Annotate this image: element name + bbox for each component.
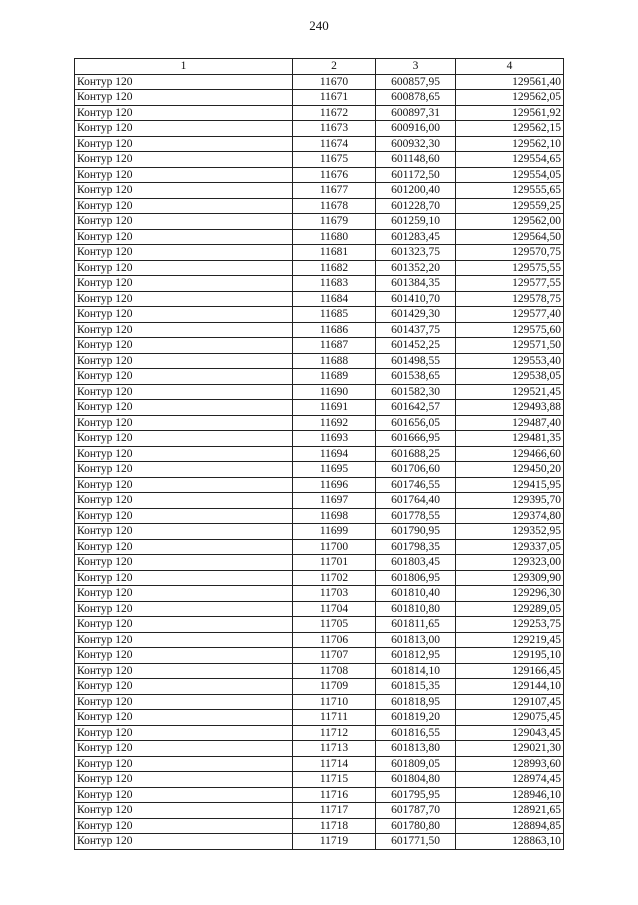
x-coordinate-cell: 601283,45	[376, 229, 456, 245]
x-coordinate-cell: 600897,31	[376, 105, 456, 121]
x-coordinate-cell: 601798,35	[376, 539, 456, 555]
contour-name-cell: Контур 120	[75, 431, 293, 447]
table-row	[75, 229, 564, 245]
point-number-cell: 11687	[293, 338, 376, 354]
y-coordinate-cell: 129481,35	[456, 431, 564, 447]
contour-name-cell: Контур 120	[75, 648, 293, 664]
x-coordinate-cell: 601656,05	[376, 415, 456, 431]
table-row	[75, 632, 564, 648]
table-row	[75, 446, 564, 462]
table-row	[75, 245, 564, 261]
table-row	[75, 648, 564, 664]
contour-name-cell: Контур 120	[75, 198, 293, 214]
table-row	[75, 105, 564, 121]
point-number-cell: 11716	[293, 787, 376, 803]
y-coordinate-cell: 129578,75	[456, 291, 564, 307]
point-number-cell: 11704	[293, 601, 376, 617]
table-row	[75, 818, 564, 834]
y-coordinate-cell: 129562,10	[456, 136, 564, 152]
y-coordinate-cell: 129577,40	[456, 307, 564, 323]
x-coordinate-cell: 601795,95	[376, 787, 456, 803]
contour-name-cell: Контур 120	[75, 121, 293, 137]
y-coordinate-cell: 129374,80	[456, 508, 564, 524]
x-coordinate-cell: 601816,55	[376, 725, 456, 741]
x-coordinate-cell: 600916,00	[376, 121, 456, 137]
y-coordinate-cell: 129562,15	[456, 121, 564, 137]
contour-name-cell: Контур 120	[75, 322, 293, 338]
y-coordinate-cell: 129521,45	[456, 384, 564, 400]
table-row	[75, 741, 564, 757]
point-number-cell: 11714	[293, 756, 376, 772]
table-row	[75, 415, 564, 431]
point-number-cell: 11690	[293, 384, 376, 400]
contour-name-cell: Контур 120	[75, 229, 293, 245]
point-number-cell: 11693	[293, 431, 376, 447]
table-row	[75, 679, 564, 695]
table-row	[75, 601, 564, 617]
table-row	[75, 167, 564, 183]
x-coordinate-cell: 601804,80	[376, 772, 456, 788]
y-coordinate-cell: 129166,45	[456, 663, 564, 679]
table-row	[75, 803, 564, 819]
y-coordinate-cell: 129309,90	[456, 570, 564, 586]
contour-name-cell: Контур 120	[75, 818, 293, 834]
point-number-cell: 11705	[293, 617, 376, 633]
x-coordinate-cell: 601780,80	[376, 818, 456, 834]
x-coordinate-cell: 601228,70	[376, 198, 456, 214]
x-coordinate-cell: 601429,30	[376, 307, 456, 323]
contour-name-cell: Контур 120	[75, 291, 293, 307]
y-coordinate-cell: 129415,95	[456, 477, 564, 493]
point-number-cell: 11681	[293, 245, 376, 261]
point-number-cell: 11679	[293, 214, 376, 230]
contour-name-cell: Контур 120	[75, 756, 293, 772]
y-coordinate-cell: 128894,85	[456, 818, 564, 834]
contour-name-cell: Контур 120	[75, 245, 293, 261]
point-number-cell: 11711	[293, 710, 376, 726]
table-row	[75, 834, 564, 850]
y-coordinate-cell: 129487,40	[456, 415, 564, 431]
contour-name-cell: Контур 120	[75, 152, 293, 168]
contour-name-cell: Контур 120	[75, 632, 293, 648]
point-number-cell: 11712	[293, 725, 376, 741]
contour-name-cell: Контур 120	[75, 679, 293, 695]
table-row	[75, 508, 564, 524]
y-coordinate-cell: 129021,30	[456, 741, 564, 757]
x-coordinate-cell: 601706,60	[376, 462, 456, 478]
x-coordinate-cell: 601806,95	[376, 570, 456, 586]
contour-name-cell: Контур 120	[75, 539, 293, 555]
contour-name-cell: Контур 120	[75, 384, 293, 400]
point-number-cell: 11700	[293, 539, 376, 555]
x-coordinate-cell: 601771,50	[376, 834, 456, 850]
table-row	[75, 307, 564, 323]
x-coordinate-cell: 601582,30	[376, 384, 456, 400]
table-row	[75, 276, 564, 292]
point-number-cell: 11677	[293, 183, 376, 199]
point-number-cell: 11707	[293, 648, 376, 664]
x-coordinate-cell: 601148,60	[376, 152, 456, 168]
table-row	[75, 710, 564, 726]
contour-name-cell: Контур 120	[75, 524, 293, 540]
contour-name-cell: Контур 120	[75, 477, 293, 493]
point-number-cell: 11710	[293, 694, 376, 710]
y-coordinate-cell: 129561,92	[456, 105, 564, 121]
table-row	[75, 353, 564, 369]
y-coordinate-cell: 129575,60	[456, 322, 564, 338]
point-number-cell: 11680	[293, 229, 376, 245]
column-header-1: 1	[75, 59, 293, 75]
x-coordinate-cell: 601778,55	[376, 508, 456, 524]
table-row	[75, 214, 564, 230]
contour-name-cell: Контур 120	[75, 601, 293, 617]
y-coordinate-cell: 128946,10	[456, 787, 564, 803]
point-number-cell: 11719	[293, 834, 376, 850]
table-row	[75, 369, 564, 385]
x-coordinate-cell: 601259,10	[376, 214, 456, 230]
x-coordinate-cell: 601642,57	[376, 400, 456, 416]
point-number-cell: 11694	[293, 446, 376, 462]
contour-name-cell: Контур 120	[75, 694, 293, 710]
table-row	[75, 183, 564, 199]
table-row	[75, 555, 564, 571]
point-number-cell: 11671	[293, 90, 376, 106]
point-number-cell: 11686	[293, 322, 376, 338]
y-coordinate-cell: 129395,70	[456, 493, 564, 509]
point-number-cell: 11695	[293, 462, 376, 478]
y-coordinate-cell: 129253,75	[456, 617, 564, 633]
y-coordinate-cell: 129553,40	[456, 353, 564, 369]
contour-name-cell: Контур 120	[75, 493, 293, 509]
point-number-cell: 11709	[293, 679, 376, 695]
contour-name-cell: Контур 120	[75, 725, 293, 741]
x-coordinate-cell: 601803,45	[376, 555, 456, 571]
x-coordinate-cell: 601746,55	[376, 477, 456, 493]
x-coordinate-cell: 601764,40	[376, 493, 456, 509]
table-row	[75, 322, 564, 338]
y-coordinate-cell: 129554,05	[456, 167, 564, 183]
contour-name-cell: Контур 120	[75, 710, 293, 726]
point-number-cell: 11676	[293, 167, 376, 183]
y-coordinate-cell: 129555,65	[456, 183, 564, 199]
point-number-cell: 11698	[293, 508, 376, 524]
y-coordinate-cell: 129144,10	[456, 679, 564, 695]
table-row	[75, 493, 564, 509]
contour-name-cell: Контур 120	[75, 214, 293, 230]
table-body	[75, 74, 564, 849]
x-coordinate-cell: 601813,00	[376, 632, 456, 648]
table-row	[75, 384, 564, 400]
contour-name-cell: Контур 120	[75, 369, 293, 385]
x-coordinate-cell: 600932,30	[376, 136, 456, 152]
contour-name-cell: Контур 120	[75, 74, 293, 90]
point-number-cell: 11696	[293, 477, 376, 493]
y-coordinate-cell: 128974,45	[456, 772, 564, 788]
contour-name-cell: Контур 120	[75, 772, 293, 788]
table-row	[75, 524, 564, 540]
table-row	[75, 338, 564, 354]
y-coordinate-cell: 129466,60	[456, 446, 564, 462]
contour-name-cell: Контур 120	[75, 260, 293, 276]
contour-name-cell: Контур 120	[75, 276, 293, 292]
x-coordinate-cell: 601384,35	[376, 276, 456, 292]
y-coordinate-cell: 129352,95	[456, 524, 564, 540]
table-header-row	[75, 59, 564, 75]
table-row	[75, 725, 564, 741]
point-number-cell: 11670	[293, 74, 376, 90]
y-coordinate-cell: 129337,05	[456, 539, 564, 555]
table-row	[75, 617, 564, 633]
contour-name-cell: Контур 120	[75, 105, 293, 121]
y-coordinate-cell: 129570,75	[456, 245, 564, 261]
point-number-cell: 11689	[293, 369, 376, 385]
table-row	[75, 74, 564, 90]
y-coordinate-cell: 129559,25	[456, 198, 564, 214]
table-row	[75, 477, 564, 493]
x-coordinate-cell: 601814,10	[376, 663, 456, 679]
contour-name-cell: Контур 120	[75, 570, 293, 586]
y-coordinate-cell: 129107,45	[456, 694, 564, 710]
table-row	[75, 152, 564, 168]
contour-name-cell: Контур 120	[75, 446, 293, 462]
contour-name-cell: Контур 120	[75, 400, 293, 416]
point-number-cell: 11715	[293, 772, 376, 788]
table-row	[75, 694, 564, 710]
y-coordinate-cell: 129323,00	[456, 555, 564, 571]
y-coordinate-cell: 129075,45	[456, 710, 564, 726]
point-number-cell: 11702	[293, 570, 376, 586]
column-header-3: 3	[376, 59, 456, 75]
table-row	[75, 136, 564, 152]
contour-name-cell: Контур 120	[75, 617, 293, 633]
x-coordinate-cell: 601172,50	[376, 167, 456, 183]
contour-name-cell: Контур 120	[75, 136, 293, 152]
contour-name-cell: Контур 120	[75, 90, 293, 106]
x-coordinate-cell: 601200,40	[376, 183, 456, 199]
x-coordinate-cell: 601323,75	[376, 245, 456, 261]
x-coordinate-cell: 601498,55	[376, 353, 456, 369]
table-row	[75, 462, 564, 478]
x-coordinate-cell: 600878,65	[376, 90, 456, 106]
x-coordinate-cell: 601811,65	[376, 617, 456, 633]
page-number: 240	[309, 18, 329, 33]
contour-name-cell: Контур 120	[75, 834, 293, 850]
point-number-cell: 11703	[293, 586, 376, 602]
y-coordinate-cell: 129450,20	[456, 462, 564, 478]
column-header-2: 2	[293, 59, 376, 75]
x-coordinate-cell: 601790,95	[376, 524, 456, 540]
x-coordinate-cell: 601810,40	[376, 586, 456, 602]
contour-name-cell: Контур 120	[75, 183, 293, 199]
column-header-4: 4	[456, 59, 564, 75]
y-coordinate-cell: 129493,88	[456, 400, 564, 416]
point-number-cell: 11683	[293, 276, 376, 292]
point-number-cell: 11678	[293, 198, 376, 214]
x-coordinate-cell: 601809,05	[376, 756, 456, 772]
contour-name-cell: Контур 120	[75, 307, 293, 323]
table-row	[75, 586, 564, 602]
y-coordinate-cell: 129562,05	[456, 90, 564, 106]
y-coordinate-cell: 128993,60	[456, 756, 564, 772]
contour-name-cell: Контур 120	[75, 741, 293, 757]
x-coordinate-cell: 601815,35	[376, 679, 456, 695]
table-row	[75, 787, 564, 803]
y-coordinate-cell: 129562,00	[456, 214, 564, 230]
point-number-cell: 11673	[293, 121, 376, 137]
x-coordinate-cell: 601813,80	[376, 741, 456, 757]
point-number-cell: 11706	[293, 632, 376, 648]
table-row	[75, 400, 564, 416]
y-coordinate-cell: 128921,65	[456, 803, 564, 819]
table-row	[75, 772, 564, 788]
table-row	[75, 539, 564, 555]
table-row	[75, 291, 564, 307]
x-coordinate-cell: 601688,25	[376, 446, 456, 462]
point-number-cell: 11692	[293, 415, 376, 431]
x-coordinate-cell: 601812,95	[376, 648, 456, 664]
contour-name-cell: Контур 120	[75, 803, 293, 819]
point-number-cell: 11718	[293, 818, 376, 834]
x-coordinate-cell: 601818,95	[376, 694, 456, 710]
x-coordinate-cell: 601787,70	[376, 803, 456, 819]
contour-name-cell: Контур 120	[75, 415, 293, 431]
table-row	[75, 663, 564, 679]
point-number-cell: 11691	[293, 400, 376, 416]
y-coordinate-cell: 129561,40	[456, 74, 564, 90]
y-coordinate-cell: 129575,55	[456, 260, 564, 276]
table-row	[75, 90, 564, 106]
point-number-cell: 11697	[293, 493, 376, 509]
y-coordinate-cell: 129577,55	[456, 276, 564, 292]
x-coordinate-cell: 601352,20	[376, 260, 456, 276]
y-coordinate-cell: 129571,50	[456, 338, 564, 354]
contour-name-cell: Контур 120	[75, 787, 293, 803]
point-number-cell: 11682	[293, 260, 376, 276]
point-number-cell: 11685	[293, 307, 376, 323]
x-coordinate-cell: 601666,95	[376, 431, 456, 447]
contour-name-cell: Контур 120	[75, 508, 293, 524]
point-number-cell: 11675	[293, 152, 376, 168]
table-row	[75, 121, 564, 137]
point-number-cell: 11674	[293, 136, 376, 152]
point-number-cell: 11717	[293, 803, 376, 819]
table-row	[75, 431, 564, 447]
x-coordinate-cell: 601819,20	[376, 710, 456, 726]
contour-name-cell: Контур 120	[75, 586, 293, 602]
point-number-cell: 11684	[293, 291, 376, 307]
table-row	[75, 756, 564, 772]
y-coordinate-cell: 128863,10	[456, 834, 564, 850]
y-coordinate-cell: 129564,50	[456, 229, 564, 245]
point-number-cell: 11688	[293, 353, 376, 369]
x-coordinate-cell: 601810,80	[376, 601, 456, 617]
table-row	[75, 570, 564, 586]
contour-name-cell: Контур 120	[75, 338, 293, 354]
contour-name-cell: Контур 120	[75, 167, 293, 183]
y-coordinate-cell: 129289,05	[456, 601, 564, 617]
contour-name-cell: Контур 120	[75, 353, 293, 369]
point-number-cell: 11699	[293, 524, 376, 540]
point-number-cell: 11701	[293, 555, 376, 571]
y-coordinate-cell: 129554,65	[456, 152, 564, 168]
y-coordinate-cell: 129195,10	[456, 648, 564, 664]
x-coordinate-cell: 601538,65	[376, 369, 456, 385]
y-coordinate-cell: 129296,30	[456, 586, 564, 602]
table-row	[75, 198, 564, 214]
x-coordinate-cell: 601410,70	[376, 291, 456, 307]
point-number-cell: 11708	[293, 663, 376, 679]
x-coordinate-cell: 600857,95	[376, 74, 456, 90]
y-coordinate-cell: 129219,45	[456, 632, 564, 648]
contour-name-cell: Контур 120	[75, 663, 293, 679]
y-coordinate-cell: 129043,45	[456, 725, 564, 741]
coordinates-table	[74, 58, 564, 850]
point-number-cell: 11713	[293, 741, 376, 757]
contour-name-cell: Контур 120	[75, 555, 293, 571]
point-number-cell: 11672	[293, 105, 376, 121]
y-coordinate-cell: 129538,05	[456, 369, 564, 385]
table-row	[75, 260, 564, 276]
x-coordinate-cell: 601437,75	[376, 322, 456, 338]
contour-name-cell: Контур 120	[75, 462, 293, 478]
x-coordinate-cell: 601452,25	[376, 338, 456, 354]
